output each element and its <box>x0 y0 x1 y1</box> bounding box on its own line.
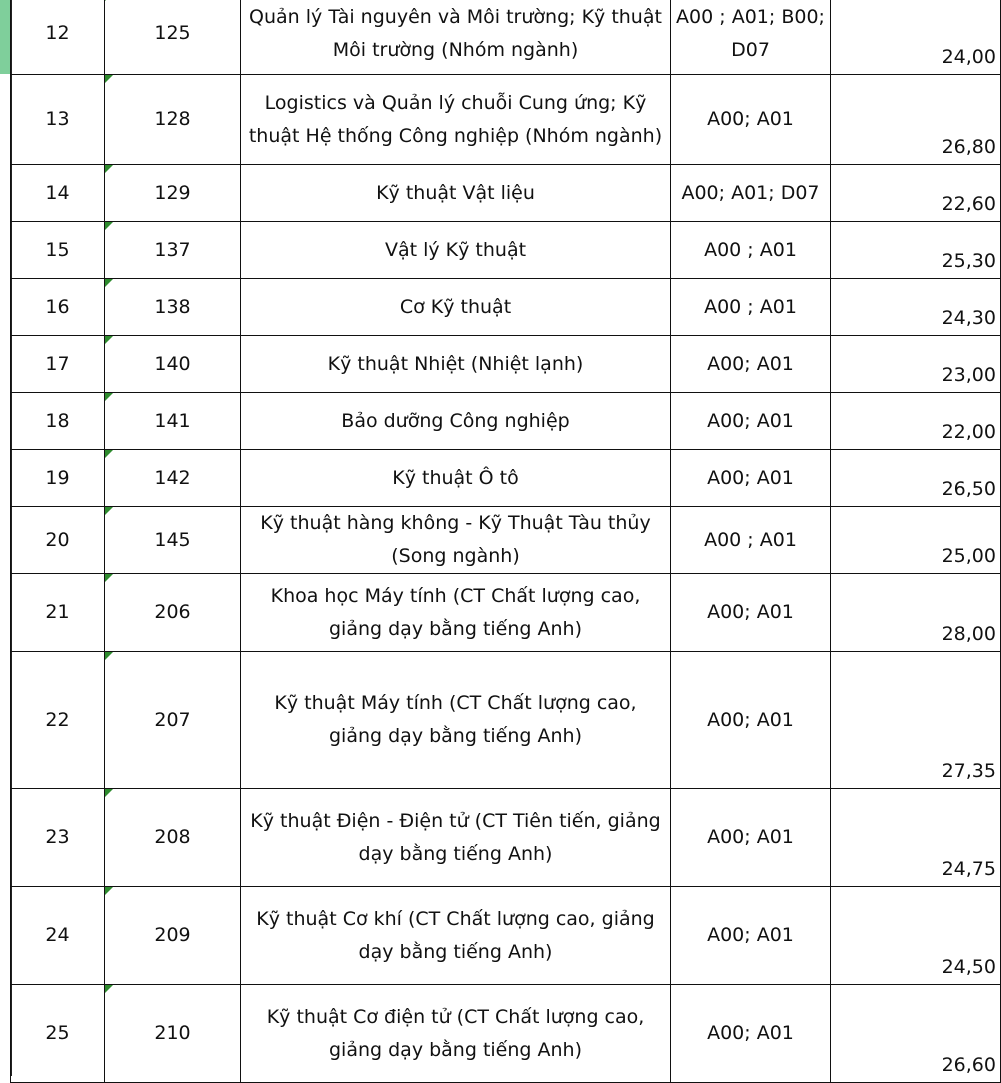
cell-subject-combination[interactable] <box>671 507 831 574</box>
admission-score-table <box>10 0 1001 1083</box>
cell-major-code[interactable] <box>105 789 241 887</box>
benchmark-score-text: 26,80 <box>941 136 996 158</box>
major-code-text: 210 <box>154 1022 191 1044</box>
stt-text: 18 <box>45 409 70 432</box>
cell-subject-combination[interactable] <box>671 0 831 75</box>
cell-benchmark-score[interactable] <box>831 574 1001 652</box>
cell-major-name[interactable] <box>241 336 671 393</box>
major-name-line: Quản lý Tài nguyên và Môi trường; Kỹ thuật <box>249 5 662 28</box>
cell-major-code[interactable] <box>105 887 241 985</box>
subject-combination-line: A00; A01; D07 <box>681 181 820 204</box>
cell-benchmark-score[interactable] <box>831 0 1001 75</box>
cell-major-code[interactable] <box>105 507 241 574</box>
table-body <box>11 0 1001 1083</box>
cell-major-code[interactable] <box>105 0 241 75</box>
cell-major-code[interactable] <box>105 393 241 450</box>
stt-text: 20 <box>45 528 70 551</box>
text-number-marker-icon <box>105 887 113 895</box>
table-row[interactable] <box>11 887 1001 985</box>
major-name-line: dạy bằng tiếng Anh) <box>358 842 553 865</box>
major-name-line: Khoa học Máy tính (CT Chất lượng cao, <box>270 584 641 607</box>
cell-major-code[interactable] <box>105 652 241 789</box>
benchmark-score-text: 22,00 <box>941 421 996 443</box>
table-row[interactable] <box>11 75 1001 165</box>
cell-major-name[interactable] <box>241 574 671 652</box>
table-row[interactable] <box>11 0 1001 75</box>
text-number-marker-icon <box>105 507 113 515</box>
table-row[interactable] <box>11 574 1001 652</box>
text-number-marker-icon <box>105 336 113 344</box>
cell-benchmark-score[interactable] <box>831 450 1001 507</box>
cell-major-name[interactable] <box>241 165 671 222</box>
cell-stt[interactable] <box>11 0 105 75</box>
subject-combination-line: A00; A01 <box>707 108 794 130</box>
text-number-marker-icon <box>105 75 113 83</box>
subject-combination-line: A00 ; A01 <box>704 238 797 261</box>
text-number-marker-icon <box>105 393 113 401</box>
major-name-line: Logistics và Quản lý chuỗi Cung ứng; Kỹ <box>264 91 647 114</box>
cell-benchmark-score[interactable] <box>831 336 1001 393</box>
cell-major-name[interactable] <box>241 789 671 887</box>
text-number-marker-icon <box>105 222 113 230</box>
benchmark-score-text: 28,00 <box>941 623 996 645</box>
cell-major-name[interactable] <box>241 985 671 1083</box>
cell-stt[interactable] <box>11 279 105 336</box>
benchmark-score-text: 24,30 <box>941 307 996 329</box>
text-number-marker-icon <box>105 574 113 582</box>
subject-combination-line: A00; A01 <box>707 601 794 623</box>
major-code-text: 137 <box>154 238 191 261</box>
cell-major-name[interactable] <box>241 507 671 574</box>
cell-major-name[interactable] <box>241 279 671 336</box>
table-row[interactable] <box>11 507 1001 574</box>
major-code-text: 145 <box>154 528 191 551</box>
cell-stt[interactable] <box>11 165 105 222</box>
benchmark-score-text: 27,35 <box>941 760 996 782</box>
cell-major-name[interactable] <box>241 393 671 450</box>
major-name-line: Kỹ thuật Nhiệt (Nhiệt lạnh) <box>327 352 584 375</box>
major-name-line: Kỹ thuật hàng không - Kỹ Thuật Tàu thủy <box>260 512 651 534</box>
benchmark-score-text: 25,00 <box>941 545 996 567</box>
cell-major-code[interactable] <box>105 222 241 279</box>
major-name-line: Kỹ thuật Ô tô <box>392 466 519 489</box>
stt-text: 21 <box>45 601 70 623</box>
table-row[interactable] <box>11 652 1001 789</box>
major-name-line: Kỹ thuật Cơ khí (CT Chất lượng cao, giảng <box>256 907 655 930</box>
major-name-line: Kỹ thuật Vật liệu <box>376 181 535 204</box>
subject-combination-line: A00; A01 <box>707 1022 794 1044</box>
major-code-text: 128 <box>154 108 191 130</box>
cell-major-code[interactable] <box>105 75 241 165</box>
cell-major-name[interactable] <box>241 450 671 507</box>
major-name-line: giảng dạy bằng tiếng Anh) <box>328 1038 582 1061</box>
major-code-text: 209 <box>154 924 191 946</box>
cell-benchmark-score[interactable] <box>831 393 1001 450</box>
table-row[interactable] <box>11 393 1001 450</box>
cell-subject-combination[interactable] <box>671 887 831 985</box>
subject-combination-line: A00; A01 <box>707 924 794 946</box>
table-row[interactable] <box>11 450 1001 507</box>
major-name-line: thuật Hệ thống Công nghiệp (Nhóm ngành) <box>248 124 663 147</box>
stt-text: 15 <box>45 238 70 261</box>
text-number-marker-icon <box>105 279 113 287</box>
table-row[interactable] <box>11 165 1001 222</box>
cell-subject-combination[interactable] <box>671 574 831 652</box>
stt-text: 12 <box>45 22 70 44</box>
cell-subject-combination[interactable] <box>671 393 831 450</box>
cell-subject-combination[interactable] <box>671 789 831 887</box>
cell-major-name[interactable] <box>241 652 671 789</box>
major-name-line: (Song ngành) <box>391 545 520 567</box>
major-code-text: 141 <box>154 409 191 432</box>
cell-stt[interactable] <box>11 507 105 574</box>
cell-benchmark-score[interactable] <box>831 652 1001 789</box>
stt-text: 25 <box>45 1022 70 1044</box>
major-code-text: 142 <box>154 466 191 489</box>
subject-combination-line: A00 ; A01 <box>704 528 797 551</box>
major-name-line: Kỹ thuật Máy tính (CT Chất lượng cao, <box>274 692 637 714</box>
cell-stt[interactable] <box>11 222 105 279</box>
major-code-text: 140 <box>154 352 191 375</box>
major-name-line: Môi trường (Nhóm ngành) <box>332 38 579 61</box>
cell-stt[interactable] <box>11 450 105 507</box>
major-name-line: Bảo dưỡng Công nghiệp <box>341 409 570 432</box>
cell-subject-combination[interactable] <box>671 279 831 336</box>
cell-stt[interactable] <box>11 887 105 985</box>
stt-text: 23 <box>45 826 70 848</box>
cell-benchmark-score[interactable] <box>831 789 1001 887</box>
table-row[interactable] <box>11 789 1001 887</box>
cell-benchmark-score[interactable] <box>831 165 1001 222</box>
cell-benchmark-score[interactable] <box>831 507 1001 574</box>
cell-stt[interactable] <box>11 336 105 393</box>
subject-combination-line: A00 ; A01 <box>704 295 797 318</box>
cell-major-name[interactable] <box>241 75 671 165</box>
benchmark-score-text: 26,50 <box>941 478 996 500</box>
major-name-line: Kỹ thuật Cơ điện tử (CT Chất lượng cao, <box>266 1005 645 1028</box>
text-number-marker-icon <box>105 165 113 173</box>
table-row[interactable] <box>11 279 1001 336</box>
cell-benchmark-score[interactable] <box>831 887 1001 985</box>
benchmark-score-text: 24,00 <box>941 46 996 68</box>
subject-combination-line: A00; A01 <box>707 352 794 375</box>
cell-stt[interactable] <box>11 574 105 652</box>
cell-benchmark-score[interactable] <box>831 75 1001 165</box>
text-number-marker-icon <box>105 0 113 1</box>
table-row[interactable] <box>11 985 1001 1083</box>
cell-major-code[interactable] <box>105 165 241 222</box>
cell-major-code[interactable] <box>105 336 241 393</box>
subject-combination-line: A00 ; A01; B00; <box>676 5 825 28</box>
cell-stt[interactable] <box>11 985 105 1083</box>
cell-major-name[interactable] <box>241 222 671 279</box>
major-name-line: Vật lý Kỹ thuật <box>384 238 527 261</box>
cell-benchmark-score[interactable] <box>831 222 1001 279</box>
major-code-text: 207 <box>154 708 191 731</box>
cell-subject-combination[interactable] <box>671 652 831 789</box>
cell-major-name[interactable] <box>241 887 671 985</box>
cell-major-name[interactable] <box>241 0 671 75</box>
cell-benchmark-score[interactable] <box>831 985 1001 1083</box>
stt-text: 19 <box>45 466 70 489</box>
cell-major-code[interactable] <box>105 450 241 507</box>
text-number-marker-icon <box>105 652 113 660</box>
benchmark-score-text: 24,50 <box>941 956 996 978</box>
stt-text: 13 <box>45 108 70 130</box>
cell-subject-combination[interactable] <box>671 165 831 222</box>
cell-stt[interactable] <box>11 652 105 789</box>
cell-major-code[interactable] <box>105 279 241 336</box>
benchmark-score-text: 25,30 <box>941 250 996 272</box>
subject-combination-line: A00; A01 <box>707 409 794 432</box>
major-name-line: Kỹ thuật Điện - Điện tử (CT Tiên tiến, giảng <box>250 809 661 832</box>
cell-subject-combination[interactable] <box>671 985 831 1083</box>
cell-major-code[interactable] <box>105 985 241 1083</box>
text-number-marker-icon <box>105 789 113 797</box>
cell-major-code[interactable] <box>105 574 241 652</box>
cell-stt[interactable] <box>11 393 105 450</box>
selected-row-indicator <box>0 0 10 74</box>
subject-combination-line: A00; A01 <box>707 466 794 489</box>
benchmark-score-text: 22,60 <box>941 193 996 215</box>
cell-subject-combination[interactable] <box>671 222 831 279</box>
table-row[interactable] <box>11 222 1001 279</box>
benchmark-score-text: 24,75 <box>941 858 996 880</box>
subject-combination-line: A00; A01 <box>707 708 794 731</box>
stt-text: 14 <box>45 181 70 204</box>
stt-text: 16 <box>45 295 70 318</box>
benchmark-score-text: 23,00 <box>941 364 996 386</box>
subject-combination-line: D07 <box>731 38 770 61</box>
stt-text: 24 <box>45 924 70 946</box>
major-code-text: 138 <box>154 295 191 318</box>
major-name-line: Cơ Kỹ thuật <box>399 295 512 318</box>
text-number-marker-icon <box>105 450 113 458</box>
cell-stt[interactable] <box>11 75 105 165</box>
cell-subject-combination[interactable] <box>671 75 831 165</box>
major-code-text: 125 <box>154 22 191 44</box>
table-row[interactable] <box>11 336 1001 393</box>
text-number-marker-icon <box>105 985 113 993</box>
benchmark-score-text: 26,60 <box>941 1054 996 1076</box>
major-code-text: 129 <box>154 181 191 204</box>
stt-text: 22 <box>45 708 70 731</box>
major-name-line: giảng dạy bằng tiếng Anh) <box>328 617 582 640</box>
cell-stt[interactable] <box>11 789 105 887</box>
major-name-line: dạy bằng tiếng Anh) <box>358 940 553 963</box>
major-name-line: giảng dạy bằng tiếng Anh) <box>328 725 582 747</box>
major-code-text: 206 <box>154 601 191 623</box>
cell-benchmark-score[interactable] <box>831 279 1001 336</box>
subject-combination-line: A00; A01 <box>707 826 794 848</box>
cell-subject-combination[interactable] <box>671 336 831 393</box>
cell-subject-combination[interactable] <box>671 450 831 507</box>
major-code-text: 208 <box>154 826 191 848</box>
stt-text: 17 <box>45 352 70 375</box>
